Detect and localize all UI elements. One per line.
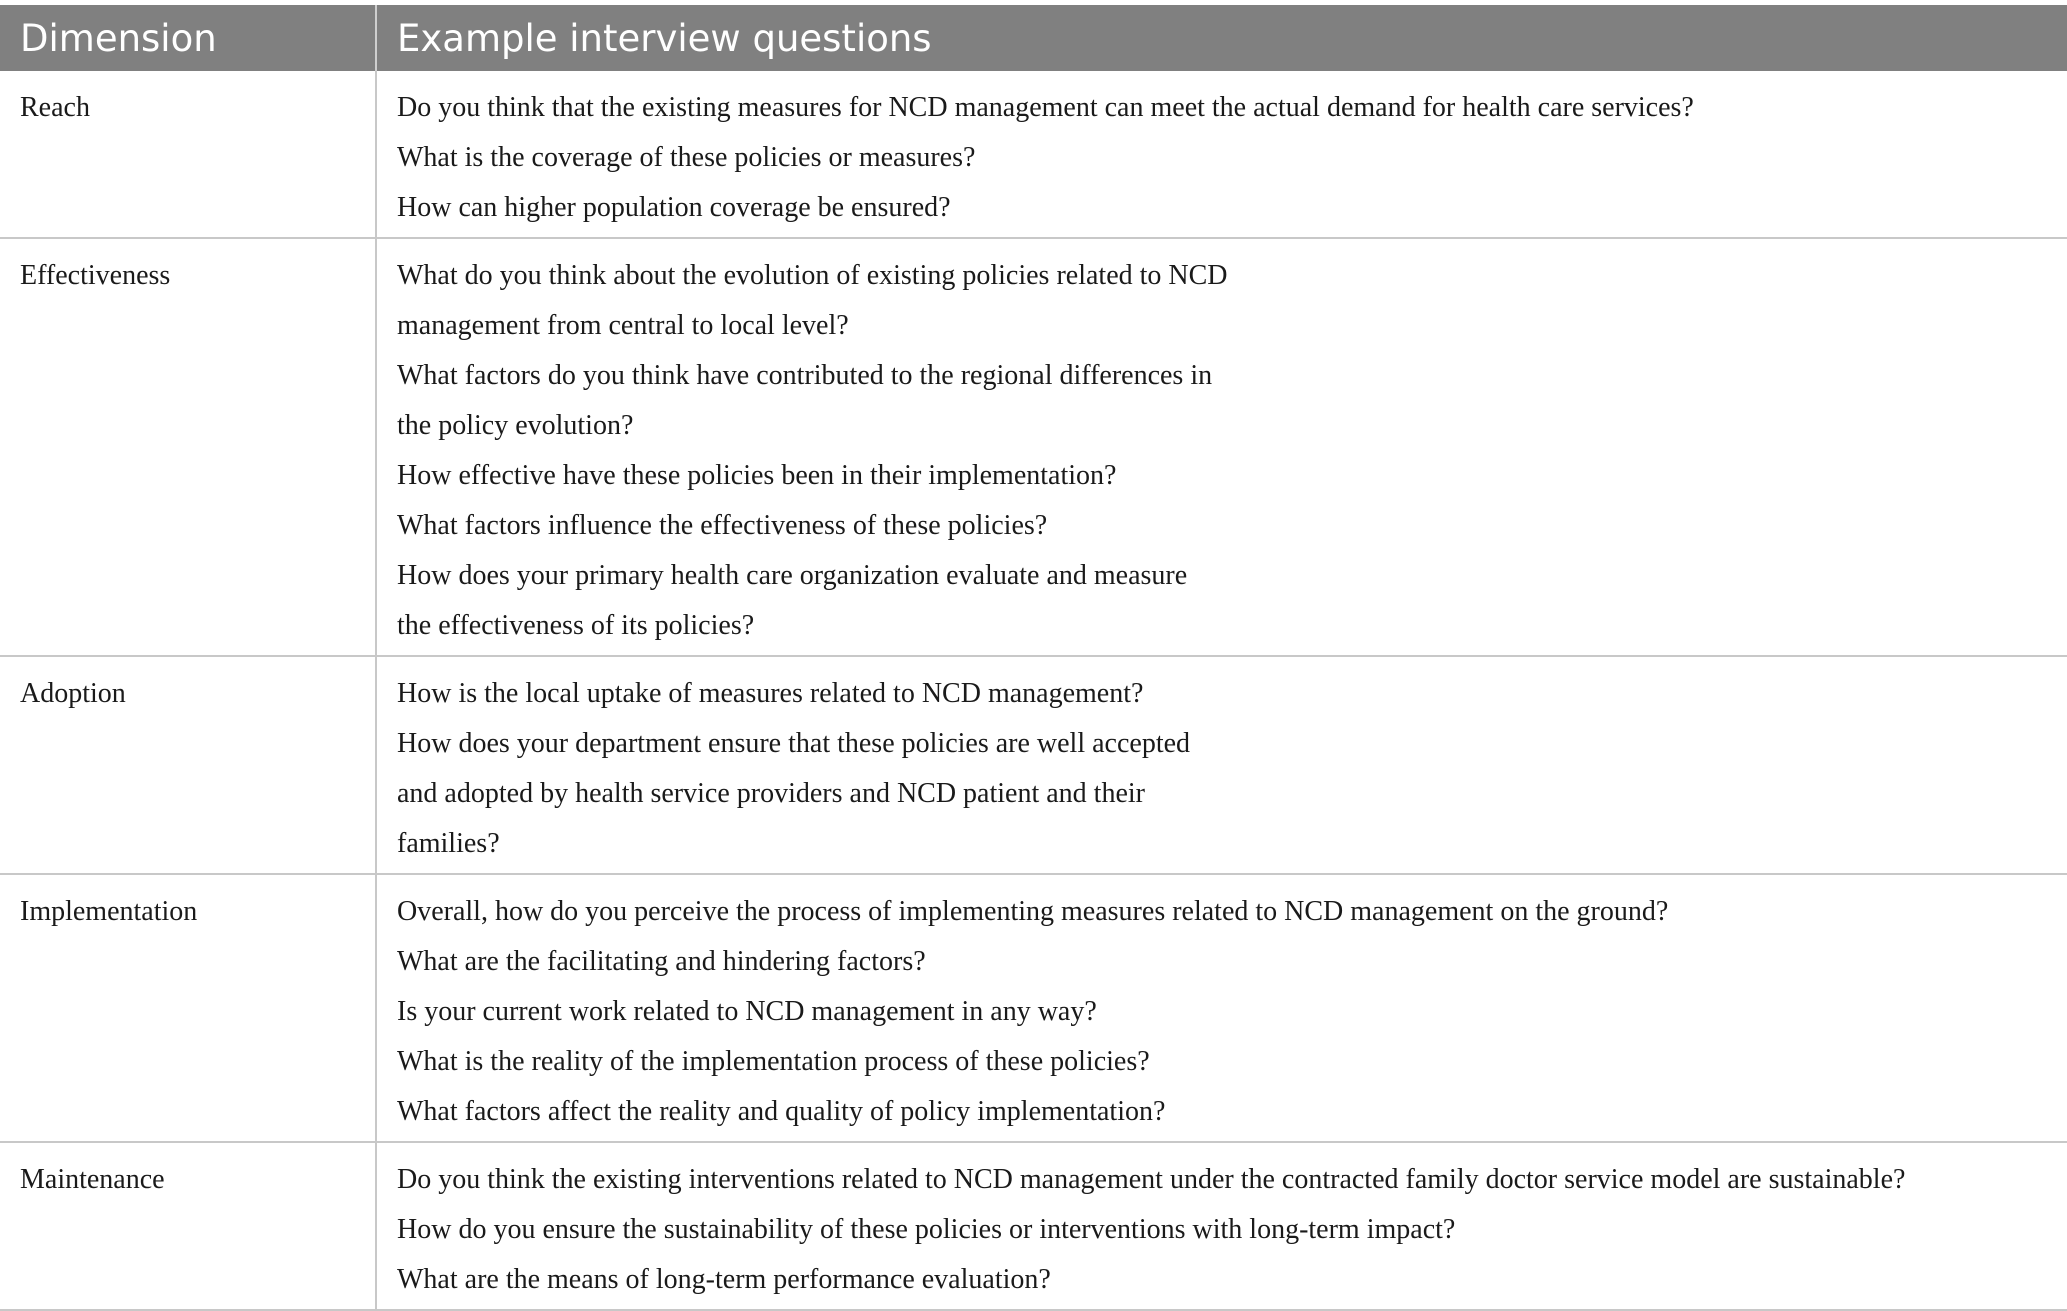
question-line: How can higher population coverage be ensured? xyxy=(397,192,951,223)
table-row-implementation xyxy=(0,874,2067,1142)
dimension-label: Maintenance xyxy=(20,1164,165,1195)
question-line: the effectiveness of its policies? xyxy=(397,610,755,641)
dimension-cell xyxy=(0,238,376,656)
dimension-label: Adoption xyxy=(20,678,126,709)
question-line: How do you ensure the sustainability of these policies or interventions with long-term impact? xyxy=(397,1214,1456,1245)
header-dimension: Dimension xyxy=(0,5,376,71)
question-line: Do you think that the existing measures for NCD management can meet the actual demand for health care services? xyxy=(397,92,1694,123)
question-line: What is the reality of the implementation process of these policies? xyxy=(397,1046,1150,1077)
table-row-adoption xyxy=(0,656,2067,874)
question-line: the policy evolution? xyxy=(397,410,634,441)
questions-cell xyxy=(376,71,2067,238)
question-line: What factors do you think have contributed to the regional differences in xyxy=(397,360,1213,391)
dimension-label: Implementation xyxy=(20,896,198,927)
question-line: and adopted by health service providers and NCD patient and their xyxy=(397,778,1145,809)
question-line: What are the means of long-term performance evaluation? xyxy=(397,1264,1051,1295)
table-row-reach xyxy=(0,71,2067,238)
dimension-cell xyxy=(0,656,376,874)
question-line: What factors affect the reality and quality of policy implementation? xyxy=(397,1096,1166,1127)
question-line: Overall, how do you perceive the process of implementing measures related to NCD management on the ground? xyxy=(397,896,1669,927)
question-line: What is the coverage of these policies or measures? xyxy=(397,142,976,173)
dimension-cell xyxy=(0,1142,376,1310)
question-line: Is your current work related to NCD management in any way? xyxy=(397,996,1097,1027)
interview-questions-table xyxy=(0,5,2067,1311)
questions-cell xyxy=(376,874,2067,1142)
questions-cell xyxy=(376,1142,2067,1310)
question-line: Do you think the existing interventions related to NCD management under the contracted family doctor service model are sustainable? xyxy=(397,1164,1906,1195)
question-line: How does your primary health care organization evaluate and measure xyxy=(397,560,1188,591)
question-line: How is the local uptake of measures related to NCD management? xyxy=(397,678,1144,709)
dimension-cell xyxy=(0,71,376,238)
header-questions: Example interview questions xyxy=(376,5,2067,71)
questions-cell xyxy=(376,656,2067,874)
table-header-row xyxy=(0,5,2067,71)
questions-cell xyxy=(376,238,2067,656)
question-line: What are the facilitating and hindering factors? xyxy=(397,946,926,977)
question-line: What do you think about the evolution of existing policies related to NCD xyxy=(397,260,1228,291)
dimension-cell xyxy=(0,874,376,1142)
dimension-label: Effectiveness xyxy=(20,260,171,291)
table-row-effectiveness xyxy=(0,238,2067,656)
question-line: What factors influence the effectiveness of these policies? xyxy=(397,510,1048,541)
question-line: families? xyxy=(397,828,500,859)
question-line: How does your department ensure that these policies are well accepted xyxy=(397,728,1191,759)
interview-questions-table-container xyxy=(0,5,2067,1311)
question-line: management from central to local level? xyxy=(397,310,849,341)
question-line: How effective have these policies been in their implementation? xyxy=(397,460,1117,491)
dimension-label: Reach xyxy=(20,92,90,123)
table-row-maintenance xyxy=(0,1142,2067,1310)
